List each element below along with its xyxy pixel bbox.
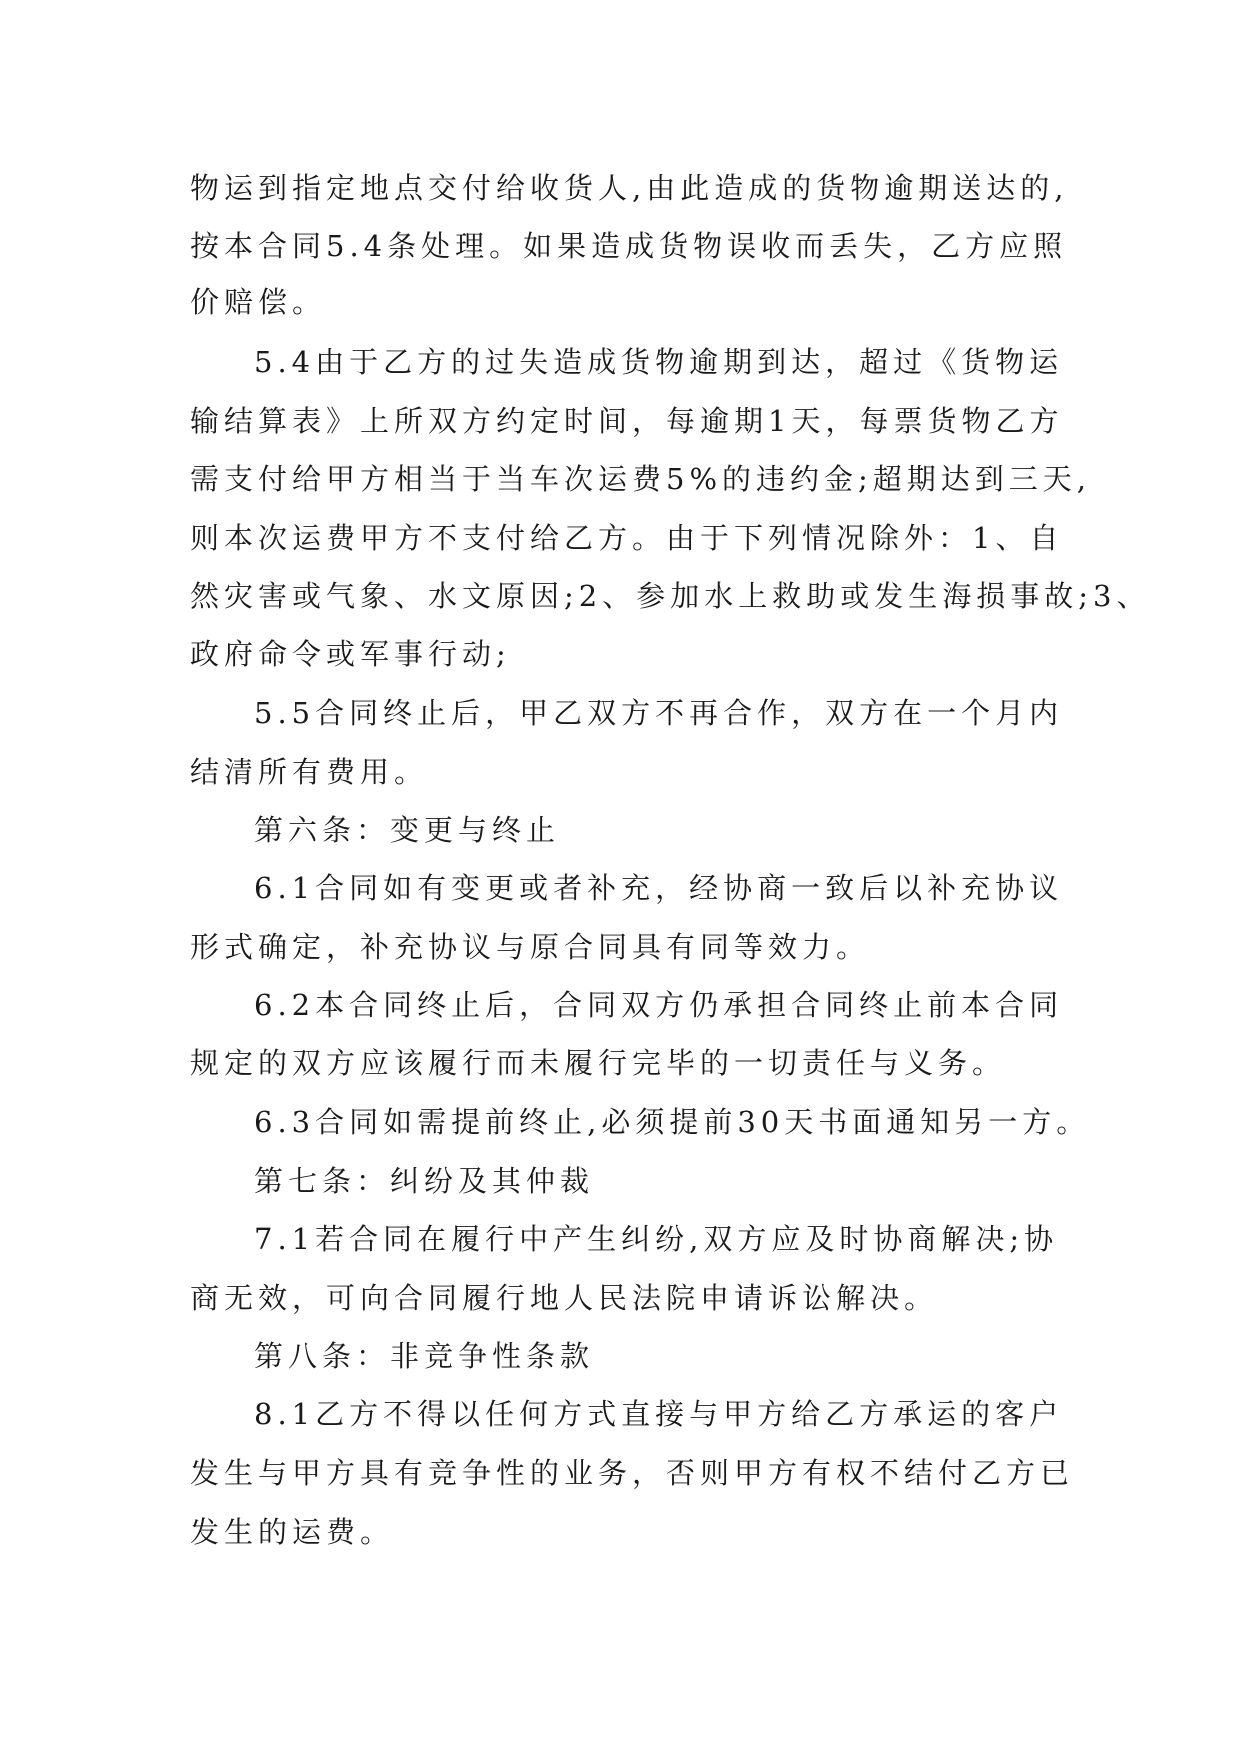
- text-line: 8.1乙方不得以任何方式直接与甲方给乙方承运的客户: [254, 1397, 1064, 1431]
- text-line: 发生的运费。: [190, 1515, 395, 1549]
- text-line: 物运到指定地点交付给收货人,由此造成的货物逾期送达的,: [190, 171, 1069, 205]
- text-line: 结清所有费用。: [190, 755, 429, 789]
- text-line: 5.4由于乙方的过失造成货物逾期到达，超过《货物运: [254, 345, 1064, 379]
- section-heading: 第七条：纠纷及其仲裁: [254, 1164, 595, 1198]
- text-line: 规定的双方应该履行而未履行完毕的一切责任与义务。: [190, 1046, 1007, 1080]
- text-line: 按本合同5.4条处理。如果造成货物误收而丢失，乙方应照: [190, 229, 1068, 263]
- text-line: 6.3合同如需提前终止,必须提前30天书面通知另一方。: [254, 1105, 1091, 1139]
- section-heading: 第八条：非竞争性条款: [254, 1339, 595, 1373]
- text-line: 价赔偿。: [190, 285, 327, 319]
- text-line: 政府命令或军事行动;: [190, 637, 511, 671]
- text-line: 输结算表》上所双方约定时间，每逾期1天，每票货物乙方: [190, 404, 1064, 438]
- text-line: 6.2本合同终止后，合同双方仍承担合同终止前本合同: [254, 988, 1064, 1022]
- text-line: 形式确定，补充协议与原合同具有同等效力。: [190, 930, 871, 964]
- text-line: 发生与甲方具有竞争性的业务，否则甲方有权不结付乙方已: [190, 1456, 1075, 1490]
- text-line: 商无效，可向合同履行地人民法院申请诉讼解决。: [190, 1281, 939, 1315]
- text-line: 则本次运费甲方不支付给乙方。由于下列情况除外：1、自: [190, 521, 1064, 555]
- section-heading: 第六条：变更与终止: [254, 813, 561, 847]
- text-line: 5.5合同终止后，甲乙双方不再合作，双方在一个月内: [254, 696, 1064, 730]
- text-line: 7.1若合同在履行中产生纠纷,双方应及时协商解决;协: [254, 1222, 1059, 1256]
- text-line: 6.1合同如有变更或者补充，经协商一致后以补充协议: [254, 871, 1064, 905]
- text-line: 然灾害或气象、水文原因;2、参加水上救助或发生海损事故;3、: [190, 579, 1151, 613]
- text-line: 需支付给甲方相当于当车次运费5%的违约金;超期达到三天,: [190, 462, 1091, 496]
